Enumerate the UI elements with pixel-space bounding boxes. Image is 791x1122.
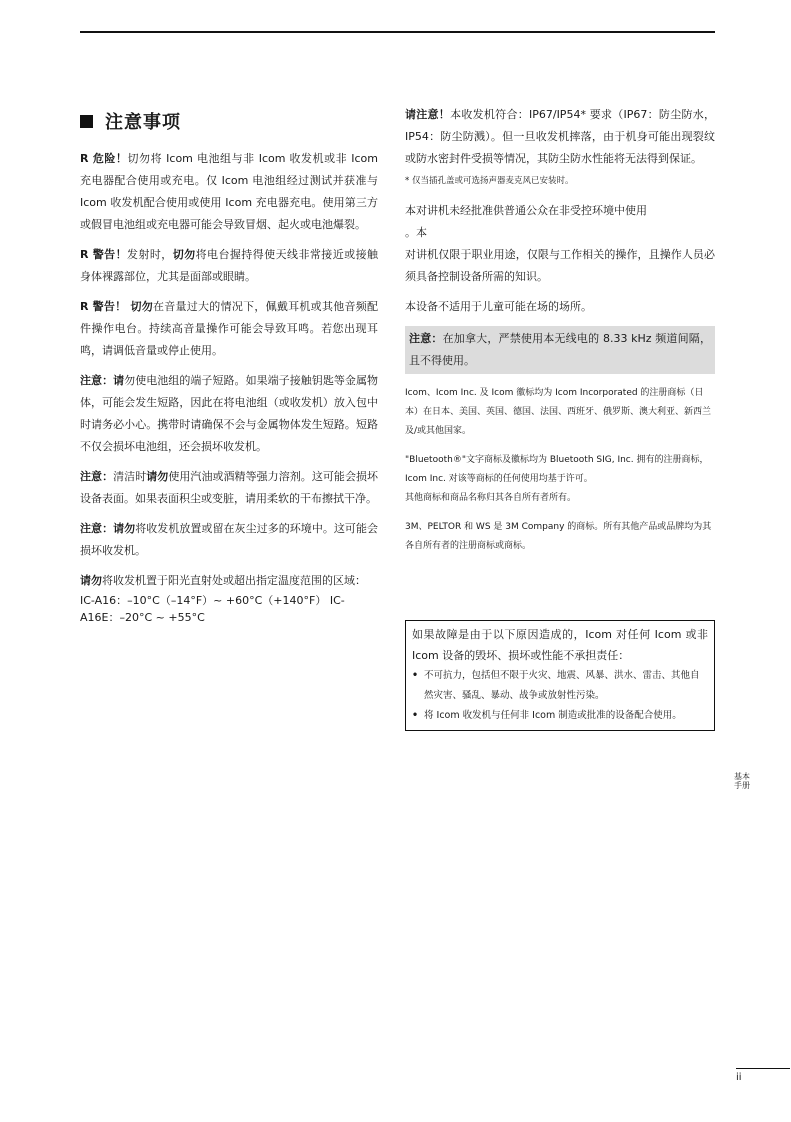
warning-label-2: R 警告！ 切勿 xyxy=(80,300,153,313)
ip-rating-label: 请注意！ xyxy=(405,108,451,121)
left-column xyxy=(80,108,378,634)
warning-text-2: 在音量过大的情况下，佩戴耳机或其他音频配件操作电台。持续高音量操作可能会导致耳鸣。若您出现耳鸣，请调低音量或停止使用。 xyxy=(80,300,378,357)
caution-text-2a: 清洁时 xyxy=(113,470,147,483)
public-use-text-3: 对讲机仅限于职业用途，仅限与工作相关的操作，且操作人员必须具备控制设备所需的知识。 xyxy=(405,248,715,283)
danger-paragraph xyxy=(80,148,378,236)
caution-bold-2: 请勿 xyxy=(146,470,169,483)
public-use-paragraph xyxy=(405,200,715,288)
section-heading xyxy=(80,108,378,134)
footer-rule xyxy=(736,1068,790,1069)
disclaimer-intro: 如果故障是由于以下原因造成的，Icom 对任何 Icom 或非 Icom 设备的毁坏、损坏或性能不承担责任： xyxy=(412,628,708,662)
canada-notice-label: 注意： xyxy=(409,332,443,345)
warning-text-1a: 发射时， xyxy=(127,248,173,261)
canada-notice-box xyxy=(405,326,715,374)
caution-label-1: 注意：请 xyxy=(80,374,125,387)
ip-rating-text: 本收发机符合：IP67/IP54* 要求（IP67：防尘防水，IP54：防尘防溅）。但一旦收发机摔落，由于机身可能出现裂纹或防水密封件受损等情况，其防尘防水性能将无法得到保证。 xyxy=(405,108,716,165)
caution-label-3: 注意：请勿 xyxy=(80,522,136,535)
bullet-icon: • xyxy=(412,710,419,721)
page-number: ii xyxy=(736,1072,742,1083)
ip-rating-footnote: * 仅当插孔盖或可选扬声器麦克风已安装时。 xyxy=(405,176,574,186)
public-use-text-2: 。本 xyxy=(405,226,427,239)
trademark-others: 其他商标和商品名称归其各自所有者所有。 xyxy=(405,493,577,503)
caution-label-2: 注意： xyxy=(80,470,114,483)
warning-text-1b: 将电台握持得使天线非常接近或接触身体裸露部位，尤其是面部或眼睛。 xyxy=(80,248,379,283)
sunlight-text: 将收发机置于阳光直射处或超出指定温度范围的区域： xyxy=(102,574,366,587)
trademark-3m: 3M、PELTOR 和 WS 是 3M Company 的商标。所有其他产品或品牌均为其各自所有者的注册商标或商标。 xyxy=(405,522,712,551)
warning-paragraph-2 xyxy=(80,296,378,362)
caution-text-2b: 使用汽油或酒精等强力溶剂。这可能会损坏设备表面。如果表面积尘或变脏，请用柔软的干布擦拭干净。 xyxy=(80,470,379,505)
caution-paragraph-1 xyxy=(80,370,378,458)
side-tab-label: 基本手册 xyxy=(734,772,750,790)
caution-text-3: 将收发机放置或留在灰尘过多的环境中。这可能会损坏收发机。 xyxy=(80,522,379,557)
square-bullet-icon xyxy=(80,115,93,128)
caution-paragraph-3 xyxy=(80,518,378,562)
right-column xyxy=(405,104,715,566)
temperature-range: IC-A16：–10°C（–14°F）~ +60°C（+140°F） IC-A16E：–20°C ~ +55°C xyxy=(80,594,345,624)
public-use-text-1: 本对讲机未经批准供普通公众在非受控环境中使用 xyxy=(405,204,647,217)
disclaimer-bullet-text-1: 不可抗力，包括但不限于火灾、地震、风暴、洪水、雷击、其他自然灾害、骚乱、暴动、战争或放射性污染。 xyxy=(424,670,700,701)
top-rule xyxy=(80,31,715,33)
ip-rating-paragraph xyxy=(405,104,715,170)
trademark-icom: Icom、Icom Inc. 及 Icom 徽标均为 Icom Incorporated 的注册商标（日本）在日本、美国、英国、德国、法国、西班牙、俄罗斯、澳大利亚、新西兰及/或其他国家。 xyxy=(405,388,712,436)
canada-notice xyxy=(409,328,711,372)
disclaimer-bullet-text-2: 将 Icom 收发机与任何非 Icom 制造或批准的设备配合使用。 xyxy=(424,710,682,721)
sunlight-label: 请勿 xyxy=(80,574,102,587)
warning-label: R 警告！ xyxy=(80,248,128,261)
section-title: 注意事项 xyxy=(105,112,181,133)
disclaimer-bullet-1 xyxy=(412,666,708,706)
danger-text: 切勿将 Icom 电池组与非 Icom 收发机或非 Icom 充电器配合使用或充电。仅 Icom 电池组经过测试并获准与 Icom 收发机配合使用或使用 Icom 充电器充电。使用第三方或假冒电池组或充电器可能会导致冒烟、起火或电池爆裂。 xyxy=(80,152,378,231)
bullet-icon: • xyxy=(412,670,419,681)
caution-paragraph-2 xyxy=(80,466,378,510)
warning-paragraph-1 xyxy=(80,244,378,288)
danger-label: R 危险！ xyxy=(80,152,128,165)
sunlight-paragraph xyxy=(80,570,378,592)
caution-text-1: 勿使电池组的端子短路。如果端子接触钥匙等金属物体，可能会发生短路，因此在将电池组（或收发机）放入包中时请务必小心。携带时请确保不会与金属物体发生短路。短路不仅会损坏电池组，还会损坏收发机。 xyxy=(80,374,379,453)
trademark-bluetooth: "Bluetooth®"文字商标及徽标均为 Bluetooth SIG, Inc. 拥有的注册商标，Icom Inc. 对该等商标的任何使用均基于许可。 xyxy=(405,455,709,484)
disclaimer-bullet-2 xyxy=(412,706,708,726)
warning-bold-1: 切勿 xyxy=(172,248,196,261)
canada-notice-text: 在加拿大，严禁使用本无线电的 8.33 kHz 频道间隔，且不得使用。 xyxy=(409,332,711,367)
disclaimer-box xyxy=(405,620,715,731)
children-paragraph: 本设备不适用于儿童可能在场的场所。 xyxy=(405,300,592,313)
